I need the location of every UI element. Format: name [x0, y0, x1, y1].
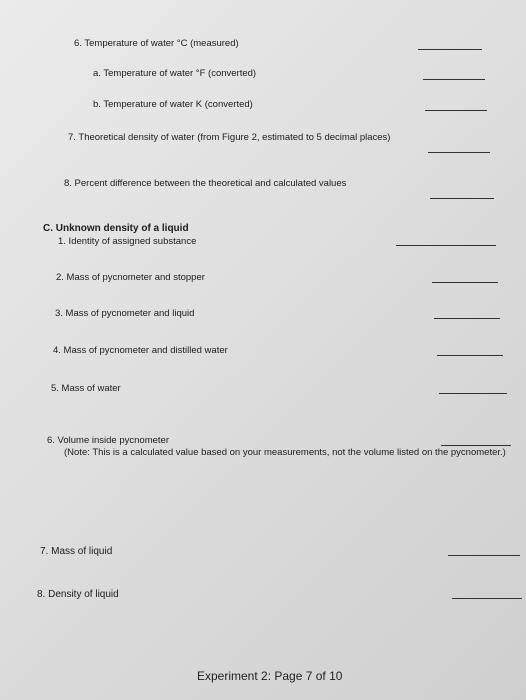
answer-line-c5[interactable] — [439, 393, 507, 394]
c5-mass-water: 5. Mass of water — [51, 383, 121, 394]
section-c-title: C. Unknown density of a liquid — [43, 223, 189, 234]
q7-theoretical-density: 7. Theoretical density of water (from Figure 2, estimated to 5 decimal places) — [68, 132, 391, 143]
answer-line-c8[interactable] — [452, 598, 522, 599]
answer-line-q7[interactable] — [428, 152, 490, 153]
page-footer: Experiment 2: Page 7 of 10 — [197, 669, 343, 683]
c6-volume-pycnometer: 6. Volume inside pycnometer — [47, 435, 169, 446]
c1-identity-substance: 1. Identity of assigned substance — [58, 236, 197, 247]
c7-mass-liquid: 7. Mass of liquid — [40, 546, 113, 557]
answer-line-c2[interactable] — [432, 282, 498, 283]
c8-density-liquid: 8. Density of liquid — [37, 589, 119, 600]
q8-percent-difference: 8. Percent difference between the theoretical and calculated values — [64, 178, 347, 189]
answer-line-q8[interactable] — [430, 198, 494, 199]
answer-line-c7[interactable] — [448, 555, 520, 556]
answer-line-q6a[interactable] — [423, 79, 485, 80]
answer-line-c3[interactable] — [434, 318, 500, 319]
q6a-temp-fahrenheit: a. Temperature of water °F (converted) — [93, 68, 257, 79]
c3-mass-pycnometer-liquid: 3. Mass of pycnometer and liquid — [55, 308, 195, 319]
answer-line-c6[interactable] — [441, 445, 511, 446]
q6b-temp-kelvin: b. Temperature of water K (converted) — [93, 99, 253, 110]
c2-mass-pycnometer-stopper: 2. Mass of pycnometer and stopper — [56, 272, 205, 283]
c6-note: (Note: This is a calculated value based on your measurements, not the volume listed on the pycnometer.) — [64, 447, 506, 458]
answer-line-q6b[interactable] — [425, 110, 487, 111]
answer-line-c1[interactable] — [396, 245, 496, 246]
c4-mass-pycnometer-water: 4. Mass of pycnometer and distilled water — [53, 345, 228, 356]
q6-temp-celsius: 6. Temperature of water °C (measured) — [74, 38, 239, 49]
answer-line-c4[interactable] — [437, 355, 503, 356]
answer-line-q6[interactable] — [418, 49, 482, 50]
